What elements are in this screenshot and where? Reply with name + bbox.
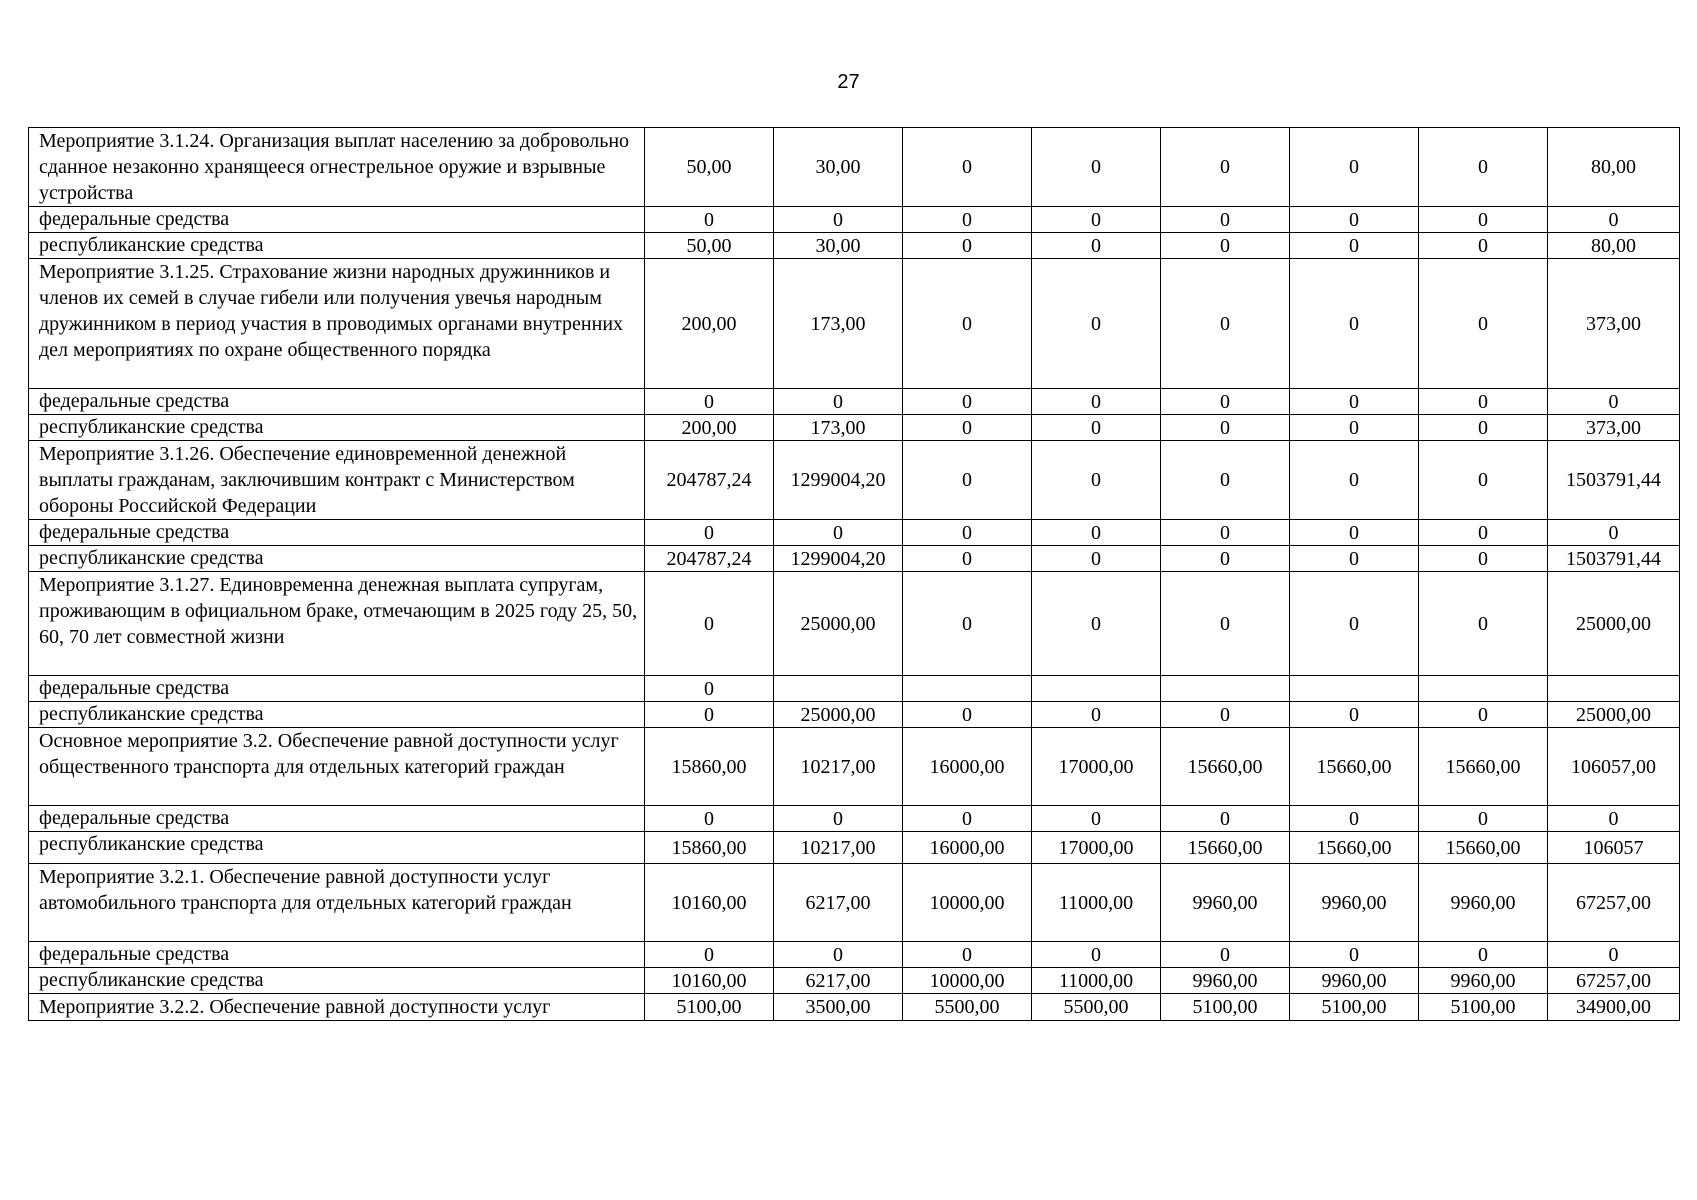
value-cell: 0 — [774, 207, 903, 233]
value-cell: 6217,00 — [774, 968, 903, 994]
value-cell: 0 — [1161, 702, 1290, 728]
value-cell: 0 — [1419, 415, 1548, 441]
value-cell: 173,00 — [774, 259, 903, 389]
value-cell: 0 — [1290, 572, 1419, 676]
funding-row — [29, 942, 1680, 968]
value-cell: 0 — [903, 572, 1032, 676]
value-cell: 0 — [903, 546, 1032, 572]
value-cell: 204787,24 — [645, 441, 774, 520]
measure-label: Основное мероприятие 3.2. Обеспечение равной доступности услуг общественного транспорта для отдельных категорий граждан — [29, 728, 645, 806]
total-cell: 1503791,44 — [1548, 546, 1680, 572]
value-cell — [1290, 676, 1419, 702]
value-cell: 0 — [903, 520, 1032, 546]
value-cell: 10160,00 — [645, 864, 774, 942]
funding-row — [29, 968, 1680, 994]
value-cell: 15660,00 — [1290, 728, 1419, 806]
funding-source-label: федеральные средства — [29, 942, 645, 968]
measure-label: Мероприятие 3.1.27. Единовременна денежная выплата супругам, проживающим в официальном браке, отмечающим в 2025 году 25, 50, 60, 70 лет совместной жизни — [29, 572, 645, 676]
funding-row — [29, 207, 1680, 233]
value-cell: 15660,00 — [1161, 728, 1290, 806]
value-cell — [1419, 676, 1548, 702]
value-cell: 0 — [1290, 942, 1419, 968]
value-cell: 9960,00 — [1419, 864, 1548, 942]
value-cell: 9960,00 — [1161, 968, 1290, 994]
total-cell: 0 — [1548, 806, 1680, 832]
funding-row — [29, 546, 1680, 572]
value-cell: 0 — [645, 389, 774, 415]
total-cell: 25000,00 — [1548, 702, 1680, 728]
value-cell: 0 — [1419, 441, 1548, 520]
measure-row — [29, 728, 1680, 806]
funding-source-label: республиканские средства — [29, 233, 645, 259]
total-cell: 80,00 — [1548, 233, 1680, 259]
value-cell: 11000,00 — [1032, 968, 1161, 994]
value-cell: 0 — [1419, 389, 1548, 415]
value-cell: 0 — [1419, 128, 1548, 207]
value-cell: 10000,00 — [903, 968, 1032, 994]
value-cell: 15860,00 — [645, 832, 774, 864]
value-cell: 0 — [1290, 806, 1419, 832]
value-cell: 0 — [903, 441, 1032, 520]
value-cell — [1161, 676, 1290, 702]
value-cell: 0 — [645, 520, 774, 546]
value-cell: 5100,00 — [1419, 994, 1548, 1021]
funding-source-label: республиканские средства — [29, 702, 645, 728]
value-cell: 1299004,20 — [774, 441, 903, 520]
value-cell: 0 — [1161, 128, 1290, 207]
measure-label: Мероприятие 3.2.2. Обеспечение равной доступности услуг — [29, 994, 645, 1021]
value-cell: 15660,00 — [1290, 832, 1419, 864]
value-cell: 0 — [1161, 389, 1290, 415]
value-cell: 0 — [1419, 207, 1548, 233]
value-cell: 0 — [1032, 546, 1161, 572]
value-cell: 0 — [1161, 259, 1290, 389]
value-cell: 0 — [1161, 207, 1290, 233]
value-cell: 0 — [645, 676, 774, 702]
measure-label: Мероприятие 3.1.26. Обеспечение единовременной денежной выплаты гражданам, заключившим контракт с Министерством обороны Российской Федерации — [29, 441, 645, 520]
value-cell: 15660,00 — [1419, 728, 1548, 806]
value-cell: 5100,00 — [1290, 994, 1419, 1021]
value-cell: 0 — [1419, 520, 1548, 546]
value-cell: 0 — [903, 233, 1032, 259]
value-cell: 173,00 — [774, 415, 903, 441]
value-cell: 0 — [645, 207, 774, 233]
total-cell: 373,00 — [1548, 415, 1680, 441]
value-cell: 0 — [1032, 128, 1161, 207]
value-cell: 0 — [1290, 702, 1419, 728]
funding-row — [29, 702, 1680, 728]
value-cell: 0 — [1419, 546, 1548, 572]
total-cell: 373,00 — [1548, 259, 1680, 389]
value-cell: 0 — [1032, 572, 1161, 676]
funding-source-label: республиканские средства — [29, 415, 645, 441]
value-cell: 9960,00 — [1290, 864, 1419, 942]
value-cell: 0 — [645, 702, 774, 728]
value-cell: 0 — [774, 942, 903, 968]
value-cell: 10160,00 — [645, 968, 774, 994]
total-cell: 34900,00 — [1548, 994, 1680, 1021]
value-cell: 0 — [1032, 259, 1161, 389]
funding-row — [29, 389, 1680, 415]
value-cell: 0 — [1290, 415, 1419, 441]
value-cell: 0 — [1419, 572, 1548, 676]
value-cell: 0 — [1032, 233, 1161, 259]
value-cell: 10217,00 — [774, 728, 903, 806]
value-cell: 17000,00 — [1032, 728, 1161, 806]
value-cell: 10000,00 — [903, 864, 1032, 942]
value-cell: 10217,00 — [774, 832, 903, 864]
value-cell: 0 — [1290, 441, 1419, 520]
value-cell: 5100,00 — [1161, 994, 1290, 1021]
value-cell: 9960,00 — [1290, 968, 1419, 994]
value-cell: 5500,00 — [903, 994, 1032, 1021]
value-cell: 15660,00 — [1161, 832, 1290, 864]
value-cell — [1032, 676, 1161, 702]
measure-label: Мероприятие 3.1.24. Организация выплат населению за добровольно сданное незаконно хранящееся огнестрельное оружие и взрывные устройства — [29, 128, 645, 207]
value-cell: 0 — [1161, 441, 1290, 520]
value-cell: 0 — [1290, 520, 1419, 546]
measure-label: Мероприятие 3.1.25. Страхование жизни народных дружинников и членов их семей в случае гибели или получения увечья народным дружинником в период участия в проводимых органами внутренних дел мероприятиях по охране общественного порядка — [29, 259, 645, 389]
value-cell: 9960,00 — [1419, 968, 1548, 994]
value-cell: 0 — [1419, 806, 1548, 832]
value-cell: 0 — [903, 702, 1032, 728]
value-cell: 15660,00 — [1419, 832, 1548, 864]
funding-row — [29, 233, 1680, 259]
value-cell: 0 — [645, 806, 774, 832]
funding-source-label: федеральные средства — [29, 389, 645, 415]
value-cell: 200,00 — [645, 259, 774, 389]
value-cell: 0 — [1032, 520, 1161, 546]
value-cell: 0 — [903, 942, 1032, 968]
value-cell: 50,00 — [645, 128, 774, 207]
value-cell: 0 — [1161, 415, 1290, 441]
value-cell: 0 — [1032, 702, 1161, 728]
value-cell: 0 — [774, 389, 903, 415]
table-body — [29, 128, 1680, 1021]
value-cell: 0 — [774, 806, 903, 832]
value-cell: 0 — [1290, 259, 1419, 389]
value-cell: 0 — [1290, 546, 1419, 572]
value-cell: 0 — [645, 572, 774, 676]
funding-row — [29, 415, 1680, 441]
value-cell: 25000,00 — [774, 572, 903, 676]
value-cell — [903, 676, 1032, 702]
value-cell: 0 — [903, 389, 1032, 415]
funding-source-label: республиканские средства — [29, 546, 645, 572]
value-cell: 0 — [645, 942, 774, 968]
value-cell: 0 — [774, 520, 903, 546]
measure-row — [29, 128, 1680, 207]
funding-source-label: республиканские средства — [29, 968, 645, 994]
value-cell: 11000,00 — [1032, 864, 1161, 942]
value-cell: 200,00 — [645, 415, 774, 441]
budget-table — [28, 127, 1680, 1021]
value-cell: 0 — [903, 128, 1032, 207]
value-cell: 0 — [1161, 520, 1290, 546]
total-cell: 0 — [1548, 389, 1680, 415]
value-cell: 5100,00 — [645, 994, 774, 1021]
value-cell: 0 — [1032, 441, 1161, 520]
measure-label: Мероприятие 3.2.1. Обеспечение равной доступности услуг автомобильного транспорта для отдельных категорий граждан — [29, 864, 645, 942]
total-cell: 0 — [1548, 942, 1680, 968]
value-cell: 6217,00 — [774, 864, 903, 942]
value-cell: 0 — [1161, 942, 1290, 968]
value-cell: 0 — [1290, 207, 1419, 233]
value-cell: 17000,00 — [1032, 832, 1161, 864]
value-cell: 25000,00 — [774, 702, 903, 728]
value-cell: 50,00 — [645, 233, 774, 259]
value-cell: 0 — [1419, 259, 1548, 389]
value-cell: 0 — [903, 415, 1032, 441]
value-cell: 1299004,20 — [774, 546, 903, 572]
page-number: 27 — [837, 71, 860, 93]
value-cell: 16000,00 — [903, 728, 1032, 806]
value-cell: 0 — [1161, 806, 1290, 832]
funding-row — [29, 832, 1680, 864]
total-cell: 106057 — [1548, 832, 1680, 864]
value-cell: 16000,00 — [903, 832, 1032, 864]
funding-source-label: федеральные средства — [29, 207, 645, 233]
value-cell: 0 — [1161, 572, 1290, 676]
funding-row — [29, 806, 1680, 832]
value-cell: 0 — [1419, 942, 1548, 968]
value-cell: 0 — [1161, 546, 1290, 572]
total-cell: 25000,00 — [1548, 572, 1680, 676]
value-cell: 30,00 — [774, 128, 903, 207]
total-cell — [1548, 676, 1680, 702]
measure-row — [29, 441, 1680, 520]
value-cell: 0 — [903, 207, 1032, 233]
total-cell: 0 — [1548, 520, 1680, 546]
total-cell: 80,00 — [1548, 128, 1680, 207]
value-cell: 0 — [1290, 389, 1419, 415]
measure-row — [29, 259, 1680, 389]
funding-source-label: федеральные средства — [29, 676, 645, 702]
total-cell: 106057,00 — [1548, 728, 1680, 806]
funding-source-label: республиканские средства — [29, 832, 645, 864]
value-cell — [774, 676, 903, 702]
funding-source-label: федеральные средства — [29, 520, 645, 546]
funding-row — [29, 676, 1680, 702]
value-cell: 0 — [1032, 207, 1161, 233]
value-cell: 15860,00 — [645, 728, 774, 806]
value-cell: 9960,00 — [1161, 864, 1290, 942]
value-cell: 0 — [1032, 942, 1161, 968]
total-cell: 67257,00 — [1548, 968, 1680, 994]
value-cell: 0 — [903, 806, 1032, 832]
funding-row — [29, 520, 1680, 546]
value-cell: 0 — [1032, 415, 1161, 441]
value-cell: 0 — [1032, 806, 1161, 832]
value-cell: 3500,00 — [774, 994, 903, 1021]
value-cell: 30,00 — [774, 233, 903, 259]
value-cell: 5500,00 — [1032, 994, 1161, 1021]
value-cell: 0 — [1161, 233, 1290, 259]
total-cell: 0 — [1548, 207, 1680, 233]
measure-row — [29, 572, 1680, 676]
total-cell: 67257,00 — [1548, 864, 1680, 942]
funding-source-label: федеральные средства — [29, 806, 645, 832]
value-cell: 0 — [903, 259, 1032, 389]
measure-row — [29, 994, 1680, 1021]
total-cell: 1503791,44 — [1548, 441, 1680, 520]
value-cell: 204787,24 — [645, 546, 774, 572]
value-cell: 0 — [1032, 389, 1161, 415]
value-cell: 0 — [1290, 128, 1419, 207]
value-cell: 0 — [1290, 233, 1419, 259]
measure-row — [29, 864, 1680, 942]
value-cell: 0 — [1419, 702, 1548, 728]
value-cell: 0 — [1419, 233, 1548, 259]
